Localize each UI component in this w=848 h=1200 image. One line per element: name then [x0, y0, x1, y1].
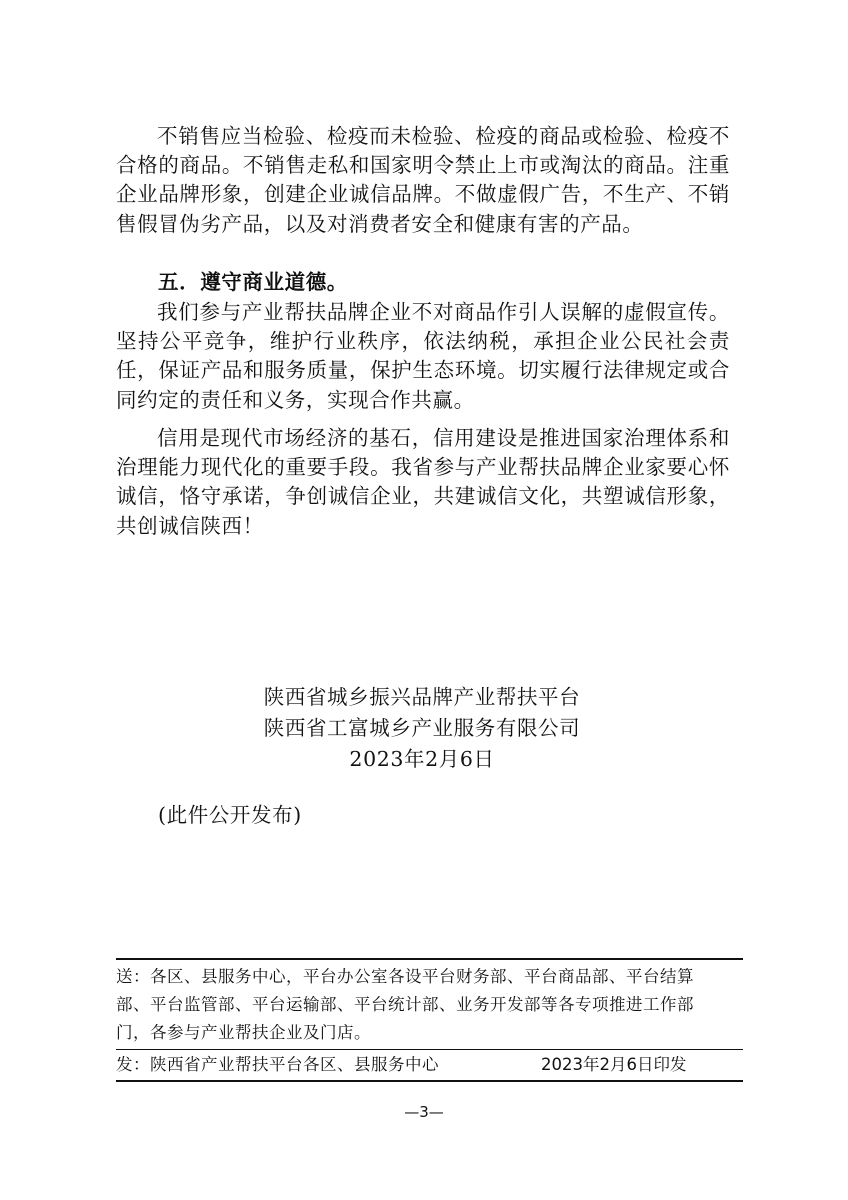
page-number: —3—: [404, 1103, 444, 1121]
distribution-top-rule: [116, 958, 743, 960]
body-paragraph-continuation: 不销售应当检验、检疫而未检验、检疫的商品或检验、检疫不合格的商品。不销售走私和国家明令禁止上市或淘汰的商品。注重企业品牌形象，创建企业诚信品牌。不做虚假广告，不生产、不销售假冒伪劣产品，以及对消费者安全和健康有害的产品。: [116, 124, 730, 236]
section-5-heading: 五．遵守商业道德。: [158, 270, 348, 294]
distribution-recipients: 送：各区、县服务中心，平台办公室各设平台财务部、平台商品部、平台结算部、平台监管部、平台运输部、平台统计部、业务开发部等各专项推进工作部门，各参与产业帮扶企业及门店。: [116, 967, 694, 1042]
distribution-bottom-rule: [116, 1080, 743, 1082]
signature-org-2: 陕西省工富城乡产业服务有限公司: [263, 716, 581, 740]
body-paragraph-section-5: 我们参与产业帮扶品牌企业不对商品作引人误解的虚假宣传。坚持公平竞争，维护行业秩序，依法纳税，承担企业公民社会责任，保证产品和服务质量，保护生态环境。切实履行法律规定或合同约定的责任和义务，实现合作共赢。: [116, 300, 730, 412]
signature-date: 2023年2月6日: [349, 747, 495, 771]
publication-note: (此件公开发布): [158, 803, 302, 827]
distribution-middle-rule: [116, 1049, 743, 1050]
issuer-line: 发：陕西省产业帮扶平台各区、县服务中心: [116, 1055, 439, 1074]
body-paragraph-closing: 信用是现代市场经济的基石，信用建设是推进国家治理体系和治理能力现代化的重要手段。我省参与产业帮扶品牌企业家要心怀诚信，恪守承诺，争创诚信企业，共建诚信文化，共塑诚信形象，共创诚信陕西！: [116, 426, 730, 538]
issue-date: 2023年2月6日印发: [541, 1055, 687, 1074]
signature-org-1: 陕西省城乡振兴品牌产业帮扶平台: [263, 685, 581, 709]
